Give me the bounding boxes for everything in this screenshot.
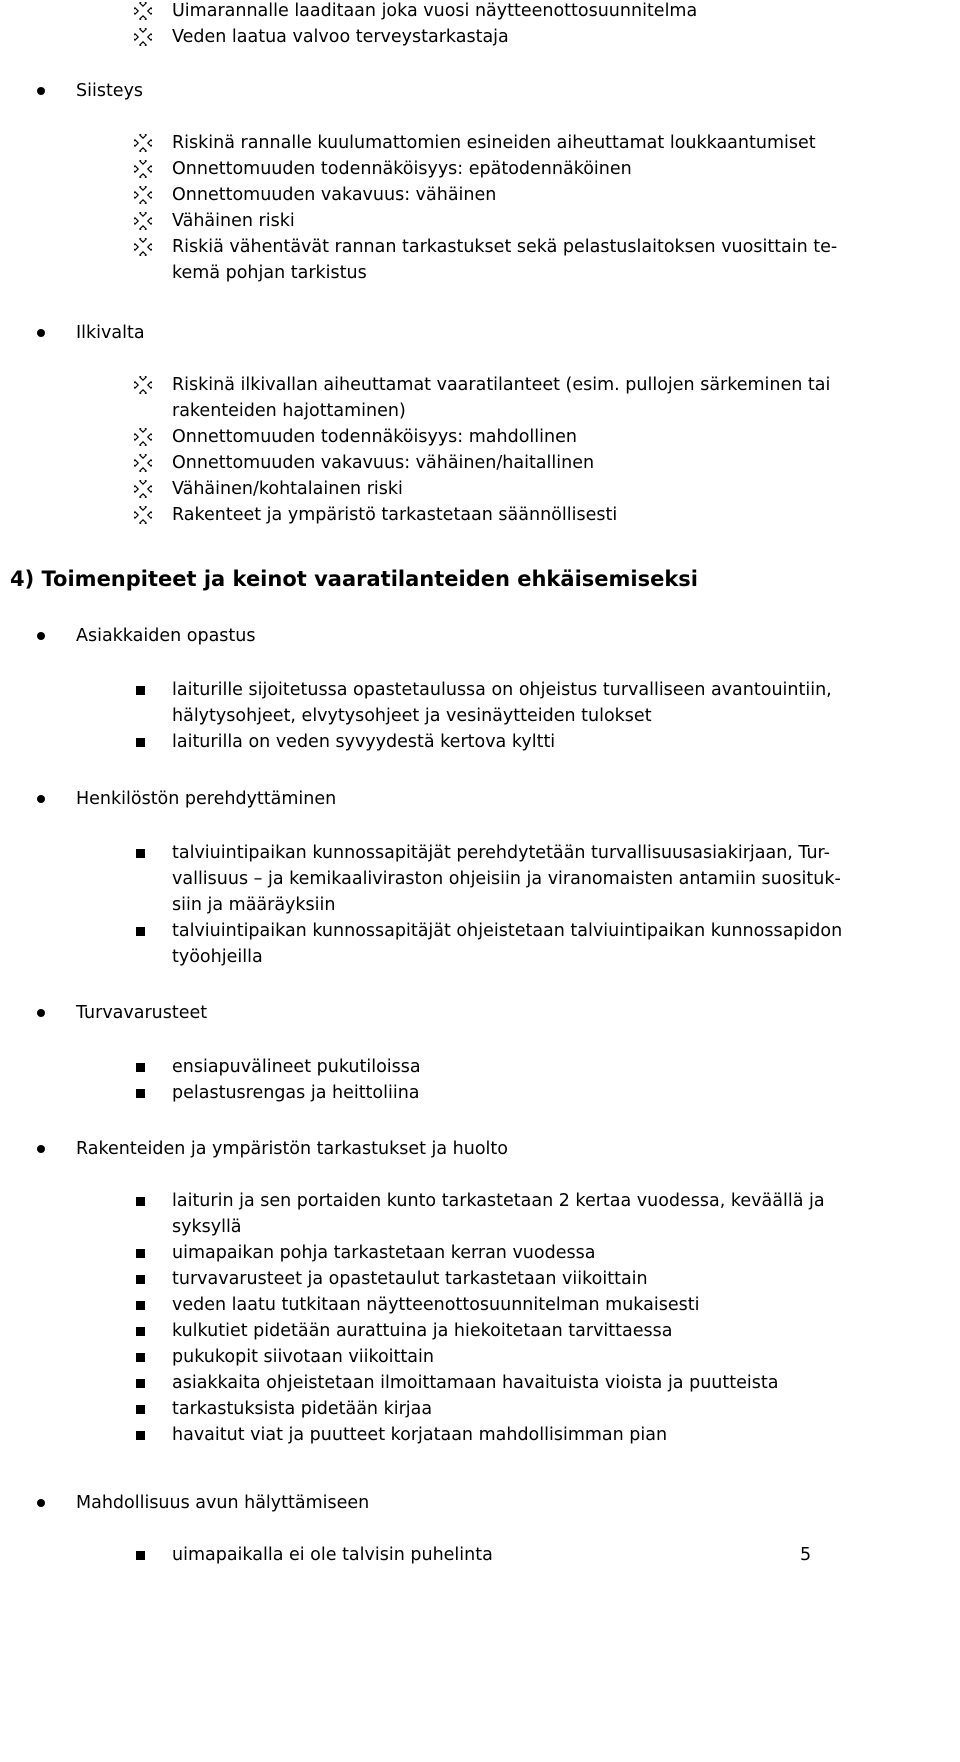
square-bullet-icon [136,1379,145,1388]
list-item-text: turvavarusteet ja opastetaulut tarkastetaan viikoittain [172,1269,648,1289]
measure-list-item [172,677,832,729]
list-item-text: Onnettomuuden vakavuus: vähäinen/haitallinen [172,453,595,473]
risk-list-item [172,234,837,286]
measure-list-item [172,1240,595,1266]
diamond-bullet-icon [134,506,152,524]
risk-list-item [172,450,594,476]
risk-list-item [172,24,509,50]
section-title: Siisteys [76,81,144,101]
square-bullet-icon [136,1431,145,1440]
square-bullet-icon [136,1353,145,1362]
list-item-text: vallisuus – ja kemikaaliviraston ohjeisiin ja viranomaisten antamiin suosituk- [172,869,841,889]
risk-list-item [172,372,830,424]
list-item-text: laiturille sijoitetussa opastetaulussa on ohjeistus turvalliseen avantouintiin, [172,680,832,700]
round-bullet-icon [37,795,45,803]
diamond-bullet-icon [134,454,152,472]
list-item-text: Onnettomuuden vakavuus: vähäinen [172,185,497,205]
measure-list-item [172,729,555,755]
round-bullet-icon [37,1499,45,1507]
round-bullet-icon [37,1145,45,1153]
list-item-text: uimapaikalla ei ole talvisin puhelinta [172,1545,493,1565]
round-bullet-icon [37,329,45,337]
measure-list-item [172,840,841,918]
diamond-bullet-icon [134,160,152,178]
list-item-text: asiakkaita ohjeistetaan ilmoittamaan havaituista vioista ja puutteista [172,1373,779,1393]
list-item-text: Rakenteet ja ympäristö tarkastetaan säännöllisesti [172,505,618,525]
measure-list-item [172,1344,434,1370]
section-heading: 4) Toimenpiteet ja keinot vaaratilanteiden ehkäisemiseksi [10,567,698,591]
list-item-text: Vähäinen riski [172,211,295,231]
risk-list-item [172,0,697,24]
square-bullet-icon [136,738,145,747]
diamond-bullet-icon [134,428,152,446]
list-item-text: hälytysohjeet, elvytysohjeet ja vesinäytteiden tulokset [172,706,652,726]
list-item-text: Riskinä rannalle kuulumattomien esineiden aiheuttamat loukkaantumiset [172,133,816,153]
measure-list-item [172,1188,825,1240]
square-bullet-icon [136,1327,145,1336]
section-title: Rakenteiden ja ympäristön tarkastukset ja huolto [76,1139,508,1159]
list-item-text: talviuintipaikan kunnossapitäjät perehdytetään turvallisuusasiakirjaan, Tur- [172,843,830,863]
section-title: Henkilöstön perehdyttäminen [76,789,337,809]
risk-list-item [172,156,632,182]
list-item-text: pukukopit siivotaan viikoittain [172,1347,434,1367]
measure-list-item [172,1292,699,1318]
list-item-text: Riskiä vähentävät rannan tarkastukset sekä pelastuslaitoksen vuosittain te- [172,237,838,257]
square-bullet-icon [136,1249,145,1258]
list-item-text: Onnettomuuden todennäköisyys: epätodennäköinen [172,159,632,179]
list-item-text: syksyllä [172,1217,242,1237]
diamond-bullet-icon [134,134,152,152]
diamond-bullet-icon [134,238,152,256]
diamond-bullet-icon [134,480,152,498]
measure-list-item [172,1422,667,1448]
list-item-text: Uimarannalle laaditaan joka vuosi näytteenottosuunnitelma [172,1,698,21]
risk-list-item [172,130,816,156]
list-item-text: uimapaikan pohja tarkastetaan kerran vuodessa [172,1243,596,1263]
list-item-text: laiturin ja sen portaiden kunto tarkastetaan 2 kertaa vuodessa, keväällä ja [172,1191,825,1211]
square-bullet-icon [136,1301,145,1310]
section-title: Asiakkaiden opastus [76,626,256,646]
square-bullet-icon [136,686,145,695]
round-bullet-icon [37,87,45,95]
measure-list-item [172,1054,421,1080]
list-item-text: talviuintipaikan kunnossapitäjät ohjeistetaan talviuintipaikan kunnossapidon [172,921,843,941]
measure-list-item [172,1080,420,1106]
measure-list-item [172,1266,648,1292]
square-bullet-icon [136,927,145,936]
diamond-bullet-icon [134,212,152,230]
square-bullet-icon [136,1089,145,1098]
list-item-text: Vähäinen/kohtalainen riski [172,479,403,499]
diamond-bullet-icon [134,2,152,20]
square-bullet-icon [136,1063,145,1072]
list-item-text: havaitut viat ja puutteet korjataan mahdollisimman pian [172,1425,668,1445]
list-item-text: Veden laatua valvoo terveystarkastaja [172,27,509,47]
round-bullet-icon [37,632,45,640]
list-item-text: laiturilla on veden syvyydestä kertova kyltti [172,732,556,752]
measure-list-item [172,1542,493,1568]
section-title: Turvavarusteet [76,1003,208,1023]
risk-list-item [172,424,577,450]
square-bullet-icon [136,1275,145,1284]
page-number: 5 [800,1545,812,1565]
section-title: Mahdollisuus avun hälyttämiseen [76,1493,370,1513]
measure-list-item [172,1370,778,1396]
diamond-bullet-icon [134,28,152,46]
diamond-bullet-icon [134,186,152,204]
risk-list-item [172,182,496,208]
round-bullet-icon [37,1009,45,1017]
square-bullet-icon [136,1197,145,1206]
list-item-text: veden laatu tutkitaan näytteenottosuunnitelman mukaisesti [172,1295,700,1315]
risk-list-item [172,502,617,528]
measure-list-item [172,1318,672,1344]
list-item-text: tarkastuksista pidetään kirjaa [172,1399,433,1419]
list-item-text: työohjeilla [172,947,263,967]
risk-list-item [172,476,403,502]
list-item-text: pelastusrengas ja heittoliina [172,1083,420,1103]
square-bullet-icon [136,1405,145,1414]
list-item-text: kulkutiet pidetään aurattuina ja hiekoitetaan tarvittaessa [172,1321,673,1341]
list-item-text: Onnettomuuden todennäköisyys: mahdollinen [172,427,577,447]
list-item-text: ensiapuvälineet pukutiloissa [172,1057,421,1077]
diamond-bullet-icon [134,376,152,394]
measure-list-item [172,1396,432,1422]
risk-list-item [172,208,295,234]
measure-list-item [172,918,842,970]
list-item-text: Riskinä ilkivallan aiheuttamat vaaratilanteet (esim. pullojen särkeminen tai [172,375,831,395]
square-bullet-icon [136,1551,145,1560]
list-item-text: kemä pohjan tarkistus [172,263,367,283]
list-item-text: rakenteiden hajottaminen) [172,401,406,421]
section-title: Ilkivalta [76,323,145,343]
list-item-text: siin ja määräyksiin [172,895,336,915]
square-bullet-icon [136,849,145,858]
